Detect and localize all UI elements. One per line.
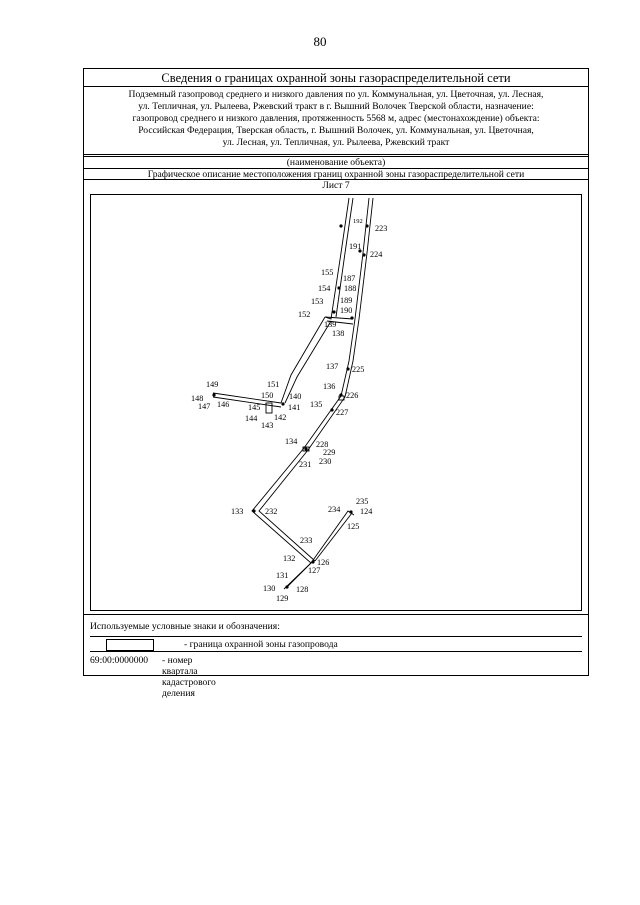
boundary-point: [339, 224, 342, 227]
boundary-point: [339, 393, 342, 396]
point-label: 150: [261, 391, 274, 400]
boundary-point: [362, 253, 365, 256]
object-description: [84, 87, 588, 155]
point-label: 138: [332, 329, 345, 338]
point-label: 155: [321, 268, 334, 277]
point-label: 228: [316, 440, 329, 449]
point-label: 154: [318, 284, 331, 293]
point-label: 136: [323, 382, 336, 391]
point-label: 225: [352, 365, 365, 374]
point-label: 144: [245, 414, 258, 423]
description-line: ул. Лесная, ул. Тепличная, ул. Рылеева, Ржевский тракт: [222, 137, 450, 148]
point-label: 229: [323, 448, 336, 457]
point-label: 125: [347, 522, 360, 531]
point-label: 226: [346, 391, 359, 400]
point-label: 227: [336, 408, 349, 417]
point-label: 223: [375, 224, 388, 233]
point-label: 191: [349, 242, 362, 251]
boundary-point: [337, 286, 340, 289]
page-number: 80: [313, 34, 327, 49]
boundary-point: [332, 310, 335, 313]
point-label: 145: [248, 403, 261, 412]
legend-text: - номер квартала кадастрового деления: [162, 655, 216, 699]
legend-item-boundary: [90, 636, 582, 652]
point-label: 128: [296, 585, 309, 594]
point-label: 133: [231, 507, 244, 516]
point-label: 192: [353, 218, 363, 225]
boundary-point: [350, 316, 353, 319]
boundary-point: [285, 585, 288, 588]
point-label: 187: [343, 274, 356, 283]
boundary-point: [346, 367, 349, 370]
description-line: Подземный газопровод среднего и низкого давления по ул. Коммунальная, ул. Цветочная, ул. Лесная,: [128, 89, 544, 100]
point-label: 153: [311, 297, 324, 306]
boundary-map: [91, 195, 581, 610]
description-line: газопровод среднего и низкого давления, протяженность 5568 м, адрес (местонахождение) объекта:: [132, 113, 540, 124]
point-label: 231: [299, 460, 312, 469]
point-label: 126: [317, 558, 330, 567]
point-label: 134: [285, 437, 298, 446]
point-label: 130: [263, 584, 276, 593]
boundary-point: [304, 447, 307, 450]
point-label: 142: [274, 413, 287, 422]
zone-boundary-line: [281, 317, 325, 403]
point-label: 139: [324, 320, 337, 329]
point-label: 151: [267, 380, 280, 389]
form-title: Сведения о границах охранной зоны газораспределительной сети: [84, 69, 588, 87]
boundary-point: [252, 509, 255, 512]
point-label: 146: [217, 400, 230, 409]
point-labels: [191, 218, 387, 603]
legend-heading: Используемые условные знаки и обозначения:: [90, 621, 280, 632]
boundary-point: [212, 393, 215, 396]
point-label: 143: [261, 421, 274, 430]
point-label: 148: [191, 394, 204, 403]
legend: [84, 614, 588, 699]
point-label: 131: [276, 571, 289, 580]
point-label: 230: [319, 457, 332, 466]
point-label: 152: [298, 310, 311, 319]
point-label: 129: [276, 594, 289, 603]
point-label: 233: [300, 536, 313, 545]
point-label: 234: [328, 505, 341, 514]
point-label: 141: [288, 403, 301, 412]
graphic-description-title: Графическое описание местоположения границ охранной зоны газораспределительной сети: [84, 169, 588, 180]
point-label: 235: [356, 497, 369, 506]
point-label: 137: [326, 362, 339, 371]
object-name-caption: (наименование объекта): [84, 157, 588, 169]
description-line: Российская Федерация, Тверская область, г. Вышний Волочек, ул. Коммунальная, ул. Цветочная,: [138, 125, 534, 136]
cadastral-code-symbol: 69:00:0000000: [90, 655, 149, 666]
point-label: 127: [308, 566, 321, 575]
boundary-point: [330, 408, 333, 411]
boundary-point: [349, 510, 352, 513]
point-label: 188: [344, 284, 357, 293]
point-label: 190: [340, 306, 353, 315]
legend-text: - граница охранной зоны газопровода: [184, 639, 338, 650]
point-label: 189: [340, 296, 353, 305]
point-label: 132: [283, 554, 296, 563]
description-line: ул. Тепличная, ул. Рылеева, Ржевский тракт в г. Вышний Волочек Тверской области, назначение:: [138, 101, 534, 112]
point-label: 147: [198, 402, 211, 411]
sheet-label: Лист 7: [322, 180, 350, 191]
point-label: 224: [370, 250, 383, 259]
boundary-symbol: [106, 639, 154, 651]
boundary-point: [281, 402, 284, 405]
point-label: 135: [310, 400, 323, 409]
zone-boundary-line: [315, 513, 352, 561]
map-panel: [90, 194, 582, 611]
point-label: 149: [206, 380, 219, 389]
point-label: 140: [289, 392, 302, 401]
point-label: 232: [265, 507, 278, 516]
boundary-point: [311, 560, 314, 563]
point-label: 124: [360, 507, 373, 516]
boundary-point: [365, 224, 368, 227]
